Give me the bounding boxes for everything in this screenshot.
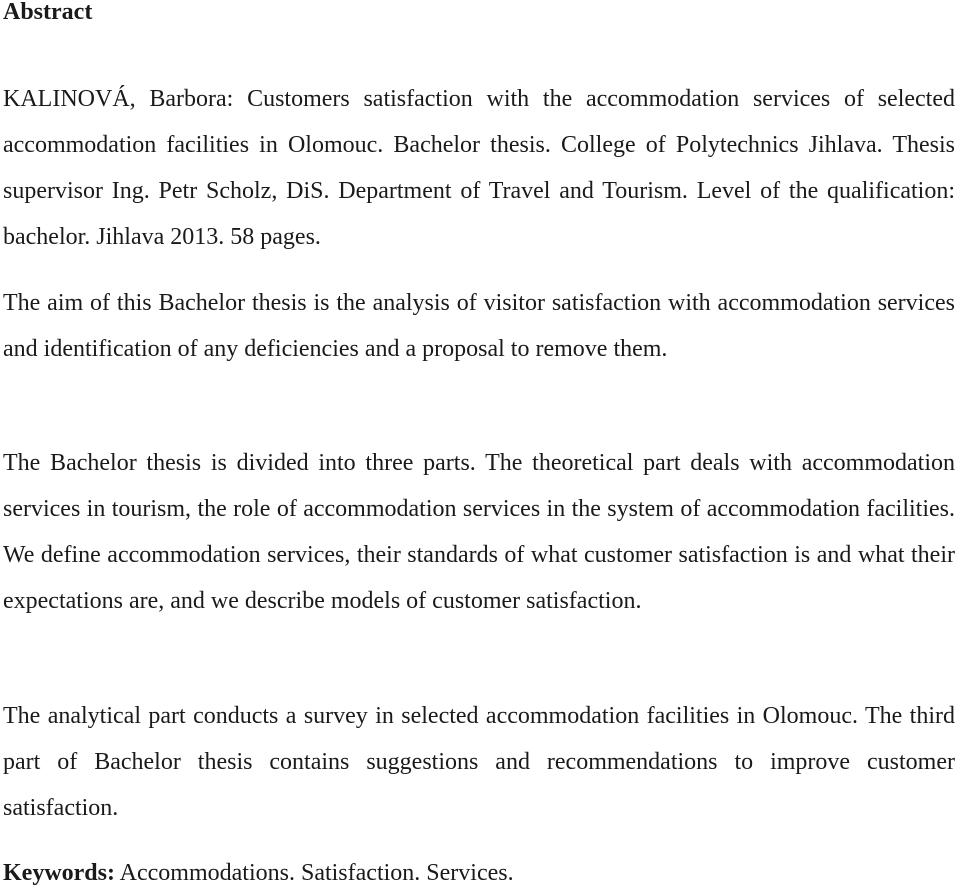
keywords-value: Accommodations. Satisfaction. Services. <box>119 860 514 886</box>
citation-paragraph: KALINOVÁ, Barbora: Customers satisfaction with the accommodation services of selected accommodation facilities in Olomouc. Bachelor thesis. College of Polytechnics Jihlava. Thesis supervisor Ing. Petr Scholz, DiS. Department of Travel and Tourism. Level of the qualification: bachelor. Jihlava 2013. 58 pages. <box>3 86 955 250</box>
analytical-paragraph: The analytical part conducts a survey in selected accommodation facilities in Olomouc. The third part of Bachelor thesis contains suggestions and recommendations to improve customer satisfaction. <box>3 703 955 821</box>
aim-paragraph: The aim of this Bachelor thesis is the analysis of visitor satisfaction with accommodation services and identification of any deficiencies and a proposal to remove them. <box>3 290 955 362</box>
abstract-heading: Abstract <box>3 0 93 25</box>
structure-paragraph: The Bachelor thesis is divided into three parts. The theoretical part deals with accommodation services in tourism, the role of accommodation services in the system of accommodation facilities. We define accommodation services, their standards of what customer satisfaction is and what their expectations are, and we describe models of customer satisfaction. <box>3 450 955 614</box>
keywords-line <box>3 859 514 887</box>
keywords-label: Keywords: <box>3 860 115 886</box>
